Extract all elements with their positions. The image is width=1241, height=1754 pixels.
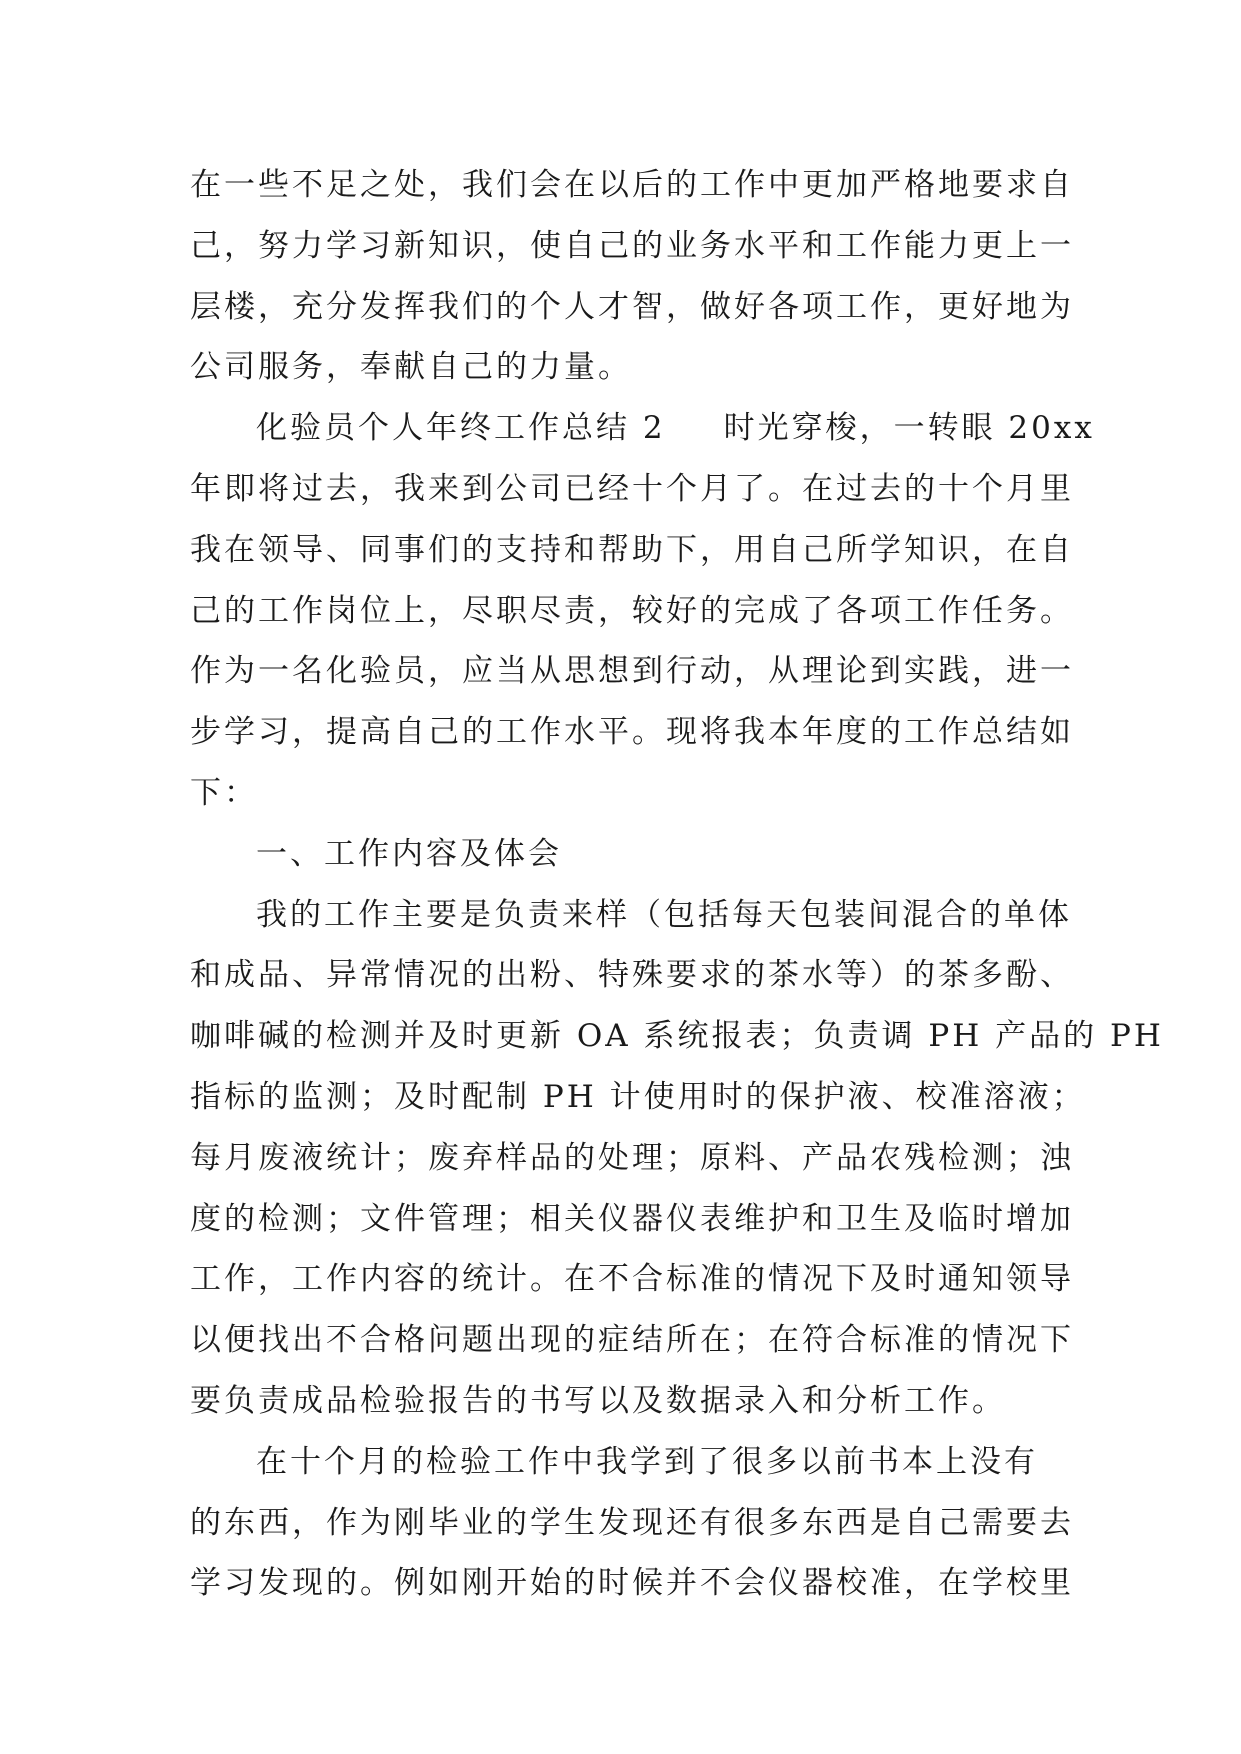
paragraph-work-content <box>190 885 1164 1432</box>
text-line: 层楼，充分发挥我们的个人才智，做好各项工作，更好地为 <box>190 288 1074 325</box>
text-line: 咖啡碱的检测并及时更新 OA 系统报表；负责调 PH 产品的 PH <box>190 1018 1164 1055</box>
text-line: 指标的监测；及时配制 PH 计使用时的保护液、校准溶液； <box>190 1078 1086 1115</box>
text-line: 己，努力学习新知识，使自己的业务水平和工作能力更上一 <box>190 227 1074 264</box>
text-line: 我的工作主要是负责来样（包括每天包装间混合的单体 <box>256 896 1072 933</box>
text-line: 己的工作岗位上，尽职尽责，较好的完成了各项工作任务。 <box>190 592 1074 629</box>
text-line: 公司服务，奉献自己的力量。 <box>190 349 632 386</box>
text-line: 工作，工作内容的统计。在不合标准的情况下及时通知领导 <box>190 1261 1074 1298</box>
intro-text-start: 时光穿梭，一转眼 20xx <box>723 410 1095 447</box>
text-line: 作为一名化验员，应当从思想到行动，从理论到实践，进一 <box>190 653 1074 690</box>
text-line: 在一些不足之处，我们会在以后的工作中更加严格地要求自 <box>190 167 1074 203</box>
text-line: 在十个月的检验工作中我学到了很多以前书本上没有 <box>256 1443 1038 1480</box>
text-line: 步学习，提高自己的工作水平。现将我本年度的工作总结如 <box>190 714 1074 751</box>
text-line: 每月废液统计；废弃样品的处理；原料、产品农残检测；浊 <box>190 1139 1074 1176</box>
paragraph-summary-2-intro <box>190 398 1095 824</box>
section-title: 化验员个人年终工作总结 2 <box>256 410 666 447</box>
text-line: 度的检测；文件管理；相关仪器仪表维护和卫生及临时增加 <box>190 1200 1074 1237</box>
text-line: 下： <box>190 774 258 811</box>
text-line: 年即将过去，我来到公司已经十个月了。在过去的十个月里 <box>190 470 1074 507</box>
text-line: 我在领导、同事们的支持和帮助下，用自己所学知识，在自 <box>190 531 1074 568</box>
text-line: 的东西，作为刚毕业的学生发现还有很多东西是自己需要去 <box>190 1504 1074 1541</box>
section-heading-line <box>190 398 1095 459</box>
subheading: 一、工作内容及体会 <box>256 835 562 872</box>
document-body <box>190 155 1164 1614</box>
paragraph-subheading <box>190 824 1070 885</box>
text-line: 和成品、异常情况的出粉、特殊要求的茶水等）的茶多酚、 <box>190 957 1074 994</box>
paragraph-closing-previous <box>190 155 1074 398</box>
text-line: 学习发现的。例如刚开始的时候并不会仪器校准，在学校里 <box>190 1565 1074 1602</box>
paragraph-experience <box>190 1432 1074 1614</box>
text-line: 要负责成品检验报告的书写以及数据录入和分析工作。 <box>190 1382 1006 1419</box>
text-line: 以便找出不合格问题出现的症结所在；在符合标准的情况下 <box>190 1322 1074 1359</box>
